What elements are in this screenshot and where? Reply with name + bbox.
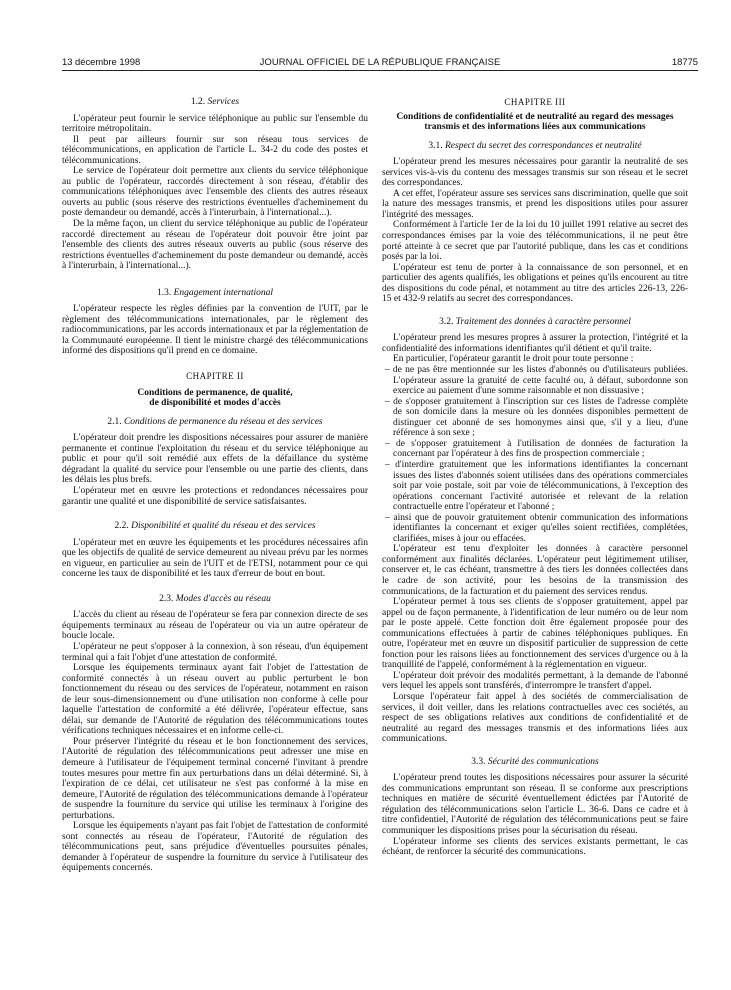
chapter-title: Conditions de confidentialité et de neutralité au regard des messages transmis et des informations liées aux communications xyxy=(396,111,674,133)
section-heading-2-1: 2.1. Conditions de permanence du réseau et des services xyxy=(107,416,323,427)
chapter-title-line: Conditions de permanence, de qualité, xyxy=(137,387,293,398)
paragraph: Conformément à l'article 1er de la loi du 10 juillet 1991 relative au secret des correspondances émises par la voie des télécommunications, il ne peut être porté atteinte à ce secret que par l'autorité publique, dans les cas et conditions posés par la loi. xyxy=(382,220,688,263)
list-item: – ainsi que de pouvoir gratuitement obtenir communication des informations identifiantes la concernant et exiger qu'elles soient rectifiées, complétées, clarifiées, mises à jour ou effacées. xyxy=(385,512,688,544)
paragraph: L'opérateur est tenu d'exploiter les données à caractère personnel conformément aux finalités déclarées. L'opérateur peut légitimement utiliser, conserver et, le cas échéant, transmettre à des tiers les données collectées dans le cadre de son activité, pour les besoins de la transmission des communications, de la facturation et du paiement des services rendus. xyxy=(382,544,688,597)
paragraph: Le service de l'opérateur doit permettre aux clients du service téléphonique au public de l'opérateur, raccordés directement à son réseau, d'établir des communications téléphoniques avec l'ensemble des clients des autres réseaux ouverts au public (sous réserve des restrictions éventuelles d'acheminement du poste demandeur ou demandé, accès à l'interurbain, à l'international...). xyxy=(62,166,368,219)
section-heading-1-3: 1.3. Engagement international xyxy=(156,287,274,298)
paragraph: L'opérateur permet à tous ses clients de s'opposer gratuitement, appel par appel ou de façon permanente, à l'identification de leur numéro ou de leur nom par le poste appelé. Cette fonction doit être également proposée pour des communications effectuées à partir de cabines téléphoniques publiques. En outre, l'opérateur met en œuvre un dispositif particulier de suppression de cette fonction pour les raisons liées au fonctionnement des services d'urgence ou à la tranquillité de l'appelé, conformément à la réglementation en vigueur. xyxy=(382,597,688,671)
paragraph: De la même façon, un client du service téléphonique au public de l'opérateur raccordé directement au réseau de l'opérateur doit pouvoir être joint par l'ensemble des clients des autres réseaux ouverts au public (sous réserve des restrictions éventuelles d'acheminement du poste demandeur ou demandé, accès à l'interurbain, à l'international...). xyxy=(62,219,368,272)
paragraph: L'opérateur met en œuvre les protections et redondances nécessaires pour garantir une qualité et une disponibilité de service satisfaisantes. xyxy=(62,485,368,507)
list-item: – de ne pas être mentionnée sur les listes d'abonnés ou d'utilisateurs publiées. L'opérateur assure la gratuité de cette faculté ou, à défaut, subordonne son exercice au paiement d'une somme raisonnable et non dissuasive ; xyxy=(385,365,688,397)
section-heading-2-3: 2.3. Modes d'accès au réseau xyxy=(159,593,271,604)
paragraph: L'opérateur doit prendre les dispositions nécessaires pour assurer de manière permanente et continue l'exploitation du réseau et du service téléphonique au public et pour qu'il soit remédié aux effets de la défaillance du système dégradant la qualité du service pour l'ensemble ou une partie des clients, dans les délais les plus brefs. xyxy=(62,433,368,486)
right-column xyxy=(382,97,688,858)
paragraph: L'opérateur doit prévoir des modalités permettant, à la demande de l'abonné vers lequel les appels sont transférés, d'interrompre le transfert d'appel. xyxy=(382,670,688,692)
paragraph: L'opérateur est tenu de porter à la connaissance de son personnel, et en particulier des agents qualifiés, les obligations et peines qu'ils encourent au titre des dispositions du code pénal, et notamment au titre des articles 226-13, 226-15 et 432-9 relatifs au secret des correspondances. xyxy=(382,262,688,305)
paragraph: A cet effet, l'opérateur assure ses services sans discrimination, quelle que soit la nature des messages transmis, et prend les dispositions utiles pour assurer l'intégrité des messages. xyxy=(382,188,688,220)
paragraph: Lorsque les équipements n'ayant pas fait l'objet de l'attestation de conformité sont connectés au réseau de l'opérateur, l'Autorité de régulation des télécommunications peut, sans préjudice d'éventuelles poursuites pénales, demander à l'opérateur de suspendre la fourniture du service à l'utilisateur des équipements concernés. xyxy=(62,821,368,874)
section-heading-1-2: 1.2. Services xyxy=(190,97,240,107)
left-column xyxy=(62,97,368,874)
paragraph: Lorsque les équipements terminaux ayant fait l'objet de l'attestation de conformité connectés à un réseau ouvert au public perturbent le bon fonctionnement du réseau ou des services de l'opérateur, notamment en raison de leur sous-dimensionnement ou d'une utilisation non conforme à celle pour laquelle l'attestation de conformité a été délivrée, l'opérateur effectue, sans délai, sur demande de l'Autorité de régulation des télécommunications toutes vérifications techniques nécessaires et en informe celle-ci. xyxy=(62,663,368,737)
paragraph: L'opérateur ne peut s'opposer à la connexion, à son réseau, d'un équipement terminal qui a fait l'objet d'une attestation de conformité. xyxy=(62,641,368,663)
paragraph: En particulier, l'opérateur garantit le droit pour toute personne : xyxy=(393,354,634,365)
header-rule xyxy=(62,70,698,71)
header-date: 13 décembre 1998 xyxy=(62,56,141,67)
section-heading-3-3: 3.3. Sécurité des communications xyxy=(471,756,599,767)
paragraph: L'opérateur respecte les règles définies par la convention de l'UIT, par le règlement des télécommunications internationales, par le règlement des radiocommunications, par les accords internationaux et par la réglementation de la Communauté européenne. Il tient le ministre chargé des télécommunications informé des dispositions qu'il prend en ce domaine. xyxy=(62,304,368,357)
section-heading-2-2: 2.2. Disponibilité et qualité du réseau et des services xyxy=(114,521,316,532)
chapter-label: CHAPITRE III xyxy=(504,97,566,107)
section-heading-3-2: 3.2. Traitement des données à caractère personnel xyxy=(439,316,631,327)
paragraph: L'opérateur peut fournir le service téléphonique au public sur l'ensemble du territoire métropolitain. xyxy=(62,113,368,135)
paragraph: L'opérateur prend les mesures nécessaires pour garantir la neutralité de ses services vis-à-vis du contenu des messages transmis sur son réseau et le secret des correspondances. xyxy=(382,157,688,189)
paragraph: L'accès du client au réseau de l'opérateur se fera par connexion directe de ses équipements terminaux au réseau de l'opérateur ou via un autre opérateur de boucle locale. xyxy=(62,610,368,642)
paragraph: L'opérateur informe ses clients des services existants permettant, le cas échéant, de renforcer la sécurité des communications. xyxy=(382,836,688,858)
paragraph: L'opérateur prend toutes les dispositions nécessaires pour assurer la sécurité des communications empruntant son réseau. Il se conforme aux prescriptions techniques en matière de sécurité éventuellement édictées par l'Autorité de régulation des télécommunications selon l'article L. 36-6. Dans ce cadre et à titre confidentiel, l'Autorité de régulation des télécommunications peut se faire communiquer les dispositions prises pour la sécurisation du réseau. xyxy=(382,773,688,836)
paragraph: Pour préserver l'intégrité du réseau et le bon fonctionnement des services, l'Autorité de régulation des télécommunications peut adresser une mise en demeure à l'utilisateur de l'équipement terminal concerné l'invitant à prendre toutes mesures pour mettre fin aux perturbations dans un délai déterminé. Si, à l'expiration de ce délai, cet utilisateur ne s'est pas conformé à la mise en demeure, l'Autorité de régulation des télécommunications demande à l'opérateur de suspendre la fourniture du service qui utilise les terminaux à l'origine des perturbations. xyxy=(62,736,368,821)
journal-title: JOURNAL OFFICIEL DE LA RÉPUBLIQUE FRANÇAISE xyxy=(259,56,501,67)
running-header xyxy=(62,56,698,70)
page-number: 18775 xyxy=(671,56,698,67)
paragraph: L'opérateur met en œuvre les équipements et les procédures nécessaires afin que les objectifs de qualité de service demeurent au niveau prévu par les normes en vigueur, en particulier au sein de l'UIT et de l'ETSI, notamment pour ce qui concerne les taux de disponibilité et les taux d'erreur de bout en bout. xyxy=(62,537,368,580)
paragraph: Lorsque l'opérateur fait appel à des sociétés de commercialisation de services, il doit veiller, dans les relations contractuelles avec ces sociétés, au respect de ses obligations relatives aux conditions de confidentialité et de neutralité au regard des messages transmis et des informations liées aux communications. xyxy=(382,691,688,745)
section-heading-3-1: 3.1. Respect du secret des correspondances et neutralité xyxy=(428,140,642,151)
chapter-title-line: de disponibilité et modes d'accès xyxy=(149,398,281,409)
list-item: – de s'opposer gratuitement à l'utilisation de données de facturation la concernant par l'opérateur à des fins de prospection commerciale ; xyxy=(385,438,688,460)
list-item: – de s'opposer gratuitement à l'inscription sur ces listes de l'adresse complète de son domicile dans la mesure où les données disponibles permettent de distinguer cet abonné de ses homonymes ainsi que, s'il y a lieu, d'une référence à son sexe ; xyxy=(385,396,688,439)
paragraph: L'opérateur prend les mesures propres à assurer la protection, l'intégrité et la confidentialité des informations identifiantes qu'il détient et qu'il traite. xyxy=(382,333,688,354)
paragraph: Il peut par ailleurs fournir sur son réseau tous services de télécommunications, en application de l'article L. 34-2 du code des postes et télécommunications. xyxy=(62,134,368,166)
list-item: – d'interdire gratuitement que les informations identifiantes la concernant issues des listes d'abonnés soient utilisées dans des opérations commerciales soit par voie postale, soit par voie de télécommunications, à l'exception des opérations concernant l'activité autorisée et relevant de la relation contractuelle entre l'opérateur et l'abonné ; xyxy=(385,459,688,513)
chapter-label: CHAPITRE II xyxy=(186,371,244,382)
